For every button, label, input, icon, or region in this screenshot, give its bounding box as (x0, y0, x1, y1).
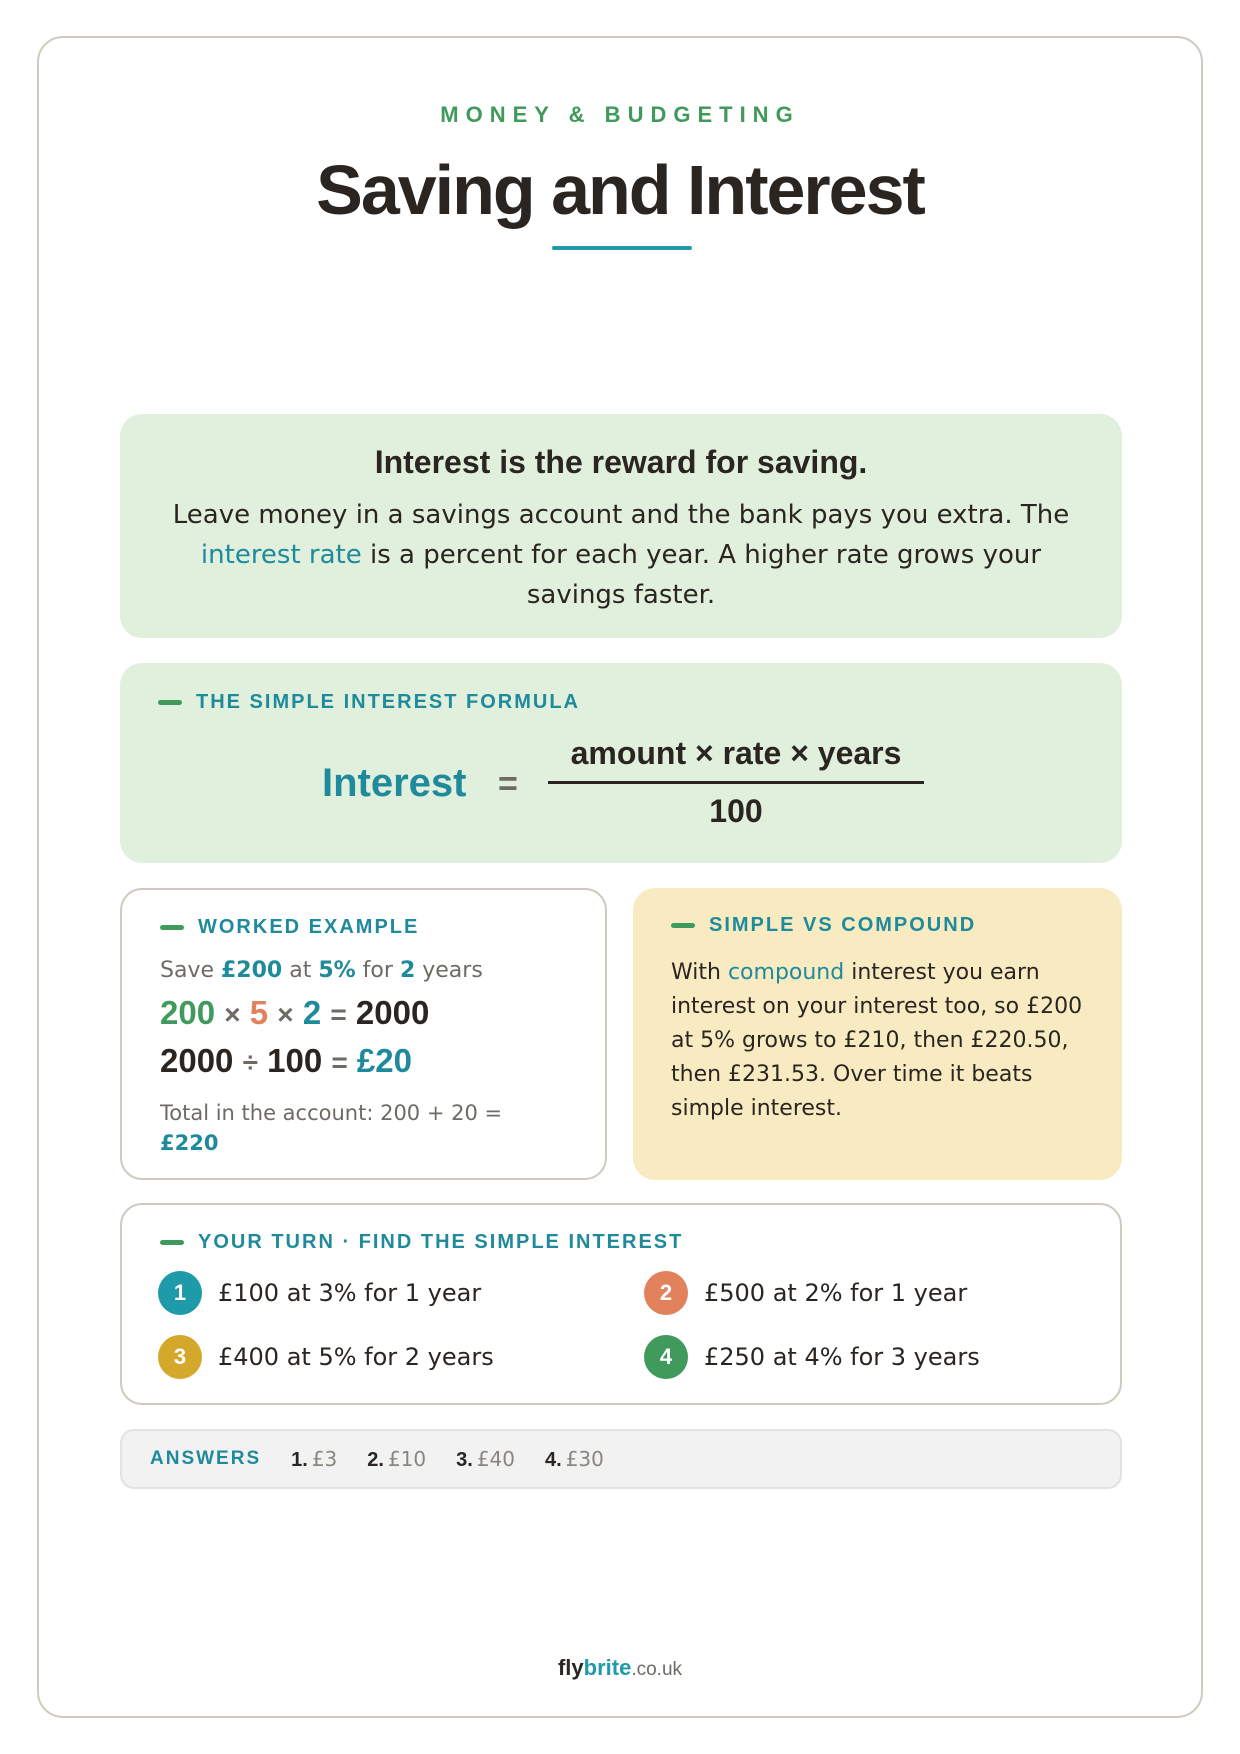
formula-lhs: Interest (322, 761, 467, 805)
formula-label (158, 691, 580, 714)
label-dash-icon (158, 700, 182, 705)
calculation-step-2 (160, 1042, 412, 1080)
answer-item (367, 1447, 426, 1472)
answer-value: £3 (311, 1446, 338, 1471)
interest-rate-highlight: interest rate (200, 540, 362, 570)
your-turn-card (120, 1203, 1122, 1405)
setup-text: Save (160, 958, 221, 983)
brand-domain: .co.uk (631, 1659, 683, 1680)
calc-product: 2000 (160, 1042, 234, 1079)
formula-label-text: THE SIMPLE INTEREST FORMULA (196, 691, 580, 713)
question-item (644, 1335, 980, 1379)
question-number-badge: 3 (158, 1335, 202, 1379)
question-number-badge: 4 (644, 1335, 688, 1379)
setup-amount: £200 (221, 958, 283, 983)
multiply-sign: × (277, 999, 294, 1030)
intro-heading: Interest is the reward for saving. (374, 444, 868, 480)
equals-sign: = (331, 1047, 348, 1078)
answer-number: 4. (545, 1448, 562, 1471)
question-item (158, 1335, 494, 1379)
answer-number: 2. (367, 1448, 384, 1471)
answer-item (456, 1447, 515, 1472)
worked-example-setup (160, 958, 483, 983)
calc-interest: £20 (356, 1042, 412, 1079)
title-underline (552, 246, 692, 250)
category-eyebrow: MONEY & BUDGETING (440, 102, 800, 127)
question-item (644, 1271, 967, 1315)
answers-label: ANSWERS (150, 1448, 262, 1469)
compound-text-2: interest you earn interest on your interest too, so £200 at 5% grows to £210, then £220.50, then £231.53. Over time it beats simple interest. (671, 960, 1083, 1121)
question-text: £250 at 4% for 3 years (704, 1343, 980, 1371)
multiply-sign: × (224, 999, 241, 1030)
answer-value: £30 (565, 1446, 604, 1471)
compound-highlight: compound (727, 960, 845, 985)
your-turn-label (160, 1231, 683, 1254)
label-dash-icon (160, 925, 184, 930)
calc-amount: 200 (160, 994, 216, 1031)
setup-rate: 5% (318, 958, 356, 983)
calc-years: 2 (302, 994, 322, 1031)
answer-number: 3. (456, 1448, 473, 1471)
worked-example-card (120, 888, 607, 1180)
label-dash-icon (160, 1240, 184, 1245)
setup-text: at (282, 958, 319, 983)
setup-text: for (355, 958, 400, 983)
answer-item (545, 1447, 604, 1472)
compound-card (633, 888, 1122, 1180)
worked-example-label-text: WORKED EXAMPLE (198, 916, 420, 938)
question-number-badge: 2 (644, 1271, 688, 1315)
intro-card (120, 414, 1122, 638)
compound-label (671, 914, 976, 937)
fraction-bar (548, 781, 924, 784)
worked-example-label (160, 916, 419, 939)
calculation-step-1 (160, 994, 429, 1032)
setup-years: 2 (399, 958, 416, 983)
formula-numerator: amount × rate × years (570, 735, 902, 771)
page-title: Saving and Interest (316, 151, 924, 229)
question-text: £400 at 5% for 2 years (218, 1343, 494, 1371)
answers-bar (120, 1429, 1122, 1489)
calc-divisor: 100 (267, 1042, 323, 1079)
question-text: £100 at 3% for 1 year (218, 1279, 482, 1307)
answer-value: £40 (476, 1446, 516, 1471)
question-item (158, 1271, 481, 1315)
calc-product: 2000 (355, 994, 430, 1031)
formula-denominator: 100 (709, 793, 763, 829)
compound-body (671, 956, 1091, 1126)
total-text: Total in the account: 200 + 20 = (160, 1101, 503, 1125)
label-dash-icon (671, 923, 695, 928)
formula-equals: = (498, 765, 518, 803)
answer-number: 1. (291, 1448, 308, 1471)
calc-rate: 5 (249, 994, 269, 1031)
compound-label-text: SIMPLE VS COMPOUND (709, 914, 977, 936)
intro-text-2: is a percent for each year. A higher rate grows your savings faster. (361, 540, 1042, 610)
answer-item (291, 1447, 337, 1472)
brand-brite: brite (583, 1655, 632, 1680)
brand-fly: fly (557, 1655, 584, 1680)
formula-card (120, 663, 1122, 863)
footer-brand (0, 1655, 1240, 1681)
intro-body (161, 495, 1081, 615)
your-turn-label-text: YOUR TURN · FIND THE SIMPLE INTEREST (198, 1231, 684, 1253)
intro-text-1: Leave money in a savings account and the bank pays you extra. The (172, 500, 1070, 530)
compound-text-1: With (671, 960, 728, 985)
divide-sign: ÷ (242, 1047, 258, 1078)
equals-sign: = (330, 999, 347, 1030)
total-value: £220 (160, 1131, 219, 1155)
setup-text: years (415, 958, 483, 983)
question-number-badge: 1 (158, 1271, 202, 1315)
answer-value: £10 (387, 1446, 427, 1471)
question-text: £500 at 2% for 1 year (704, 1279, 968, 1307)
worked-example-total (160, 1098, 560, 1158)
